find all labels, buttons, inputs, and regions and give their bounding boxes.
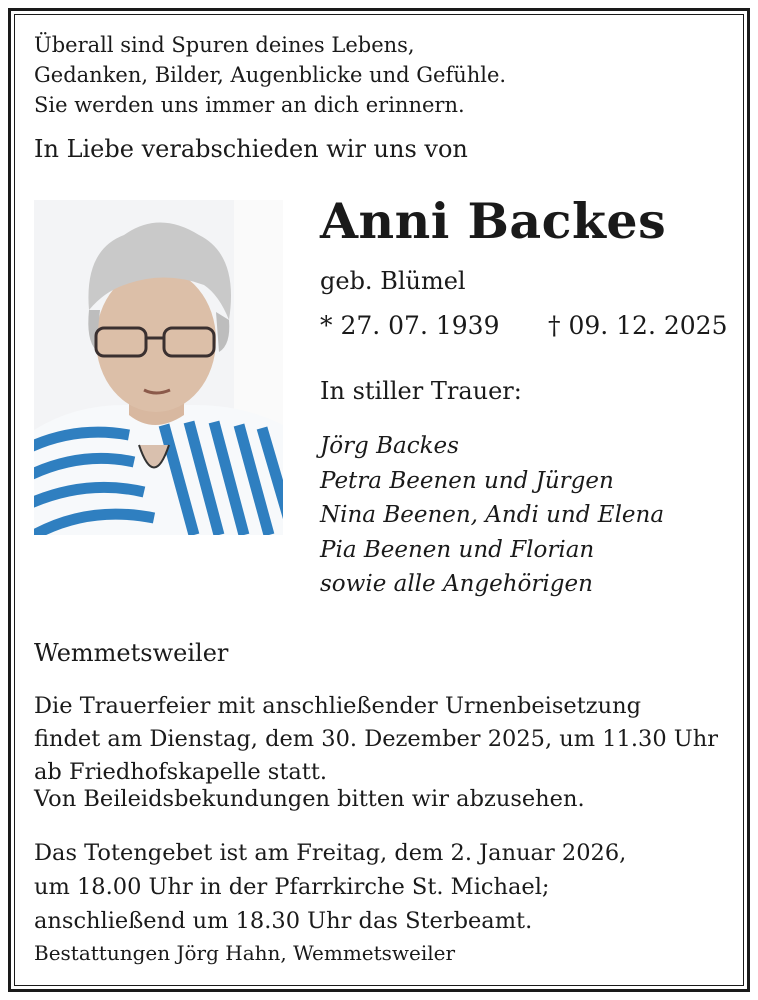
deceased-name: Anni Backes <box>320 192 667 250</box>
verse-line: Sie werden uns immer an dich erinnern. <box>34 93 465 117</box>
mourners-list <box>320 429 664 602</box>
mourner: Jörg Backes <box>320 433 459 459</box>
prayer-line: Das Totengebet ist am Freitag, dem 2. Januar 2026, <box>34 840 627 866</box>
prayer-line: um 18.00 Uhr in der Pfarrkirche St. Michael; <box>34 874 550 900</box>
verse-line: Gedanken, Bilder, Augenblicke und Gefühle. <box>34 63 507 87</box>
mourner: Pia Beenen und Florian <box>320 536 595 563</box>
mourner: sowie alle Angehörigen <box>320 571 593 597</box>
funeral-line: Die Trauerfeier mit anschließender Urnenbeisetzung <box>34 693 642 719</box>
funeral-info <box>34 690 718 789</box>
verse-line: Überall sind Spuren deines Lebens, <box>34 33 415 57</box>
portrait-photo <box>34 200 283 535</box>
funeral-line: ab Friedhofskapelle statt. <box>34 759 328 785</box>
funeral-line: findet am Dienstag, dem 30. Dezember 2025, um 11.30 Uhr <box>34 726 719 752</box>
verse <box>34 30 506 120</box>
mourner: Nina Beenen, Andi und Elena <box>320 502 665 528</box>
prayer-info <box>34 836 626 938</box>
condolence-note: Von Beileidsbekundungen bitten wir abzusehen. <box>34 786 585 812</box>
intro-text: In Liebe verabschieden wir uns von <box>34 135 468 163</box>
mourning-heading: In stiller Trauer: <box>320 377 522 405</box>
place: Wemmetsweiler <box>34 639 229 667</box>
birth-name: geb. Blümel <box>320 267 466 295</box>
prayer-line: anschließend um 18.30 Uhr das Sterbeamt. <box>34 908 533 934</box>
mourner: Petra Beenen und Jürgen <box>320 467 614 494</box>
birth-date: * 27. 07. 1939 <box>320 311 500 340</box>
undertaker: Bestattungen Jörg Hahn, Wemmetsweiler <box>34 941 456 965</box>
death-date: † 09. 12. 2025 <box>548 311 728 340</box>
